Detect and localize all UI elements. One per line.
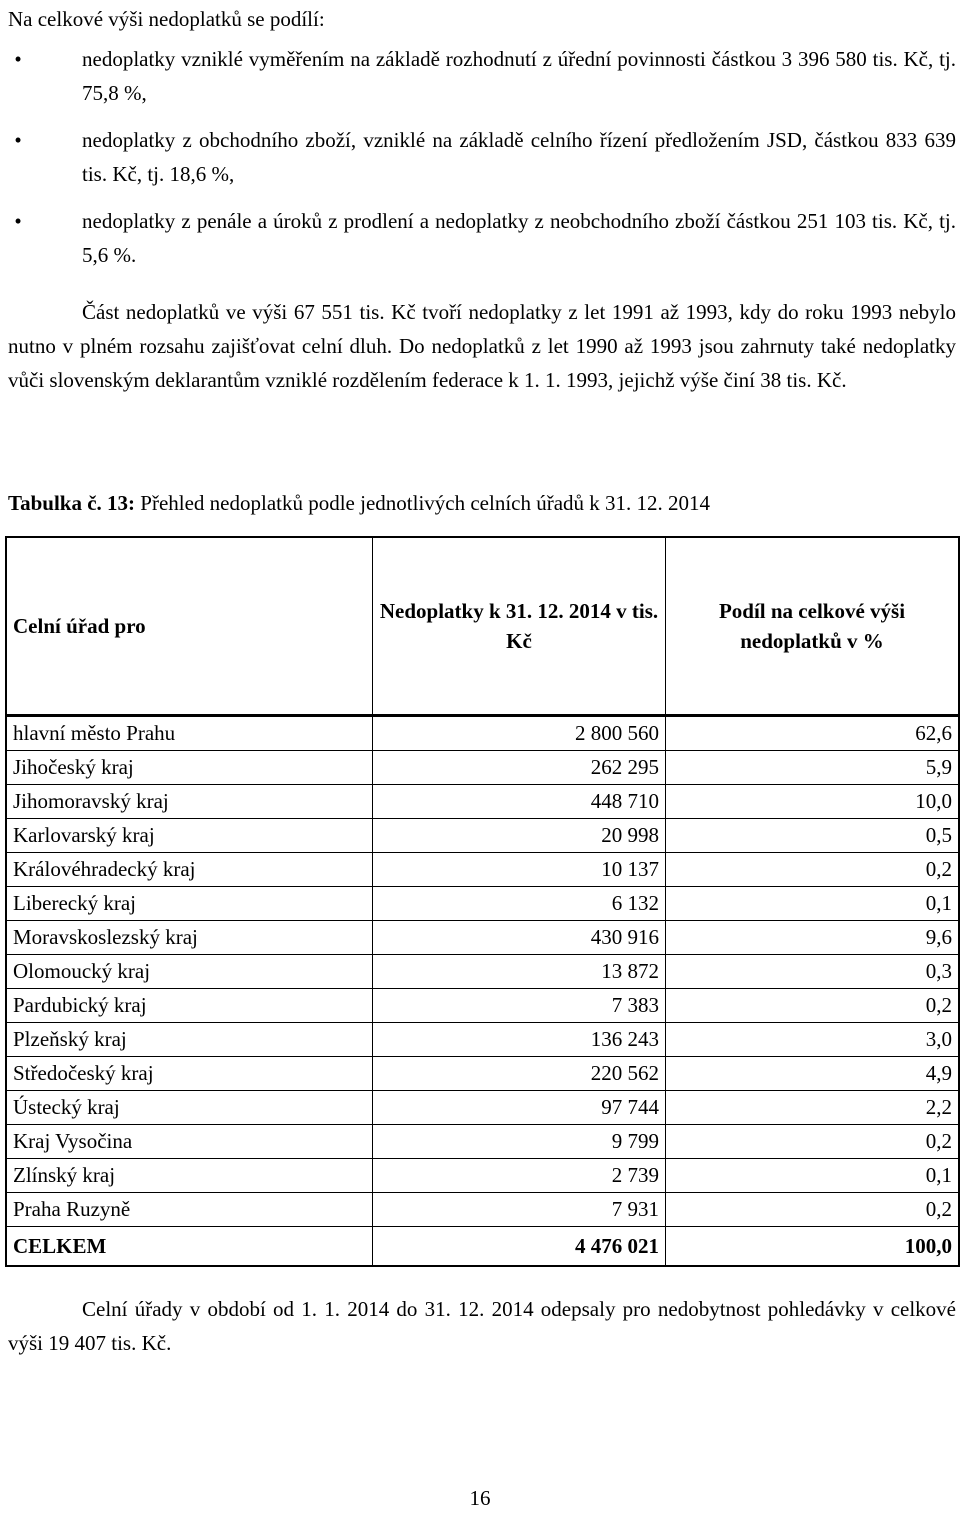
arrears-table: [5, 536, 960, 1267]
cell-arrears: 7 383: [373, 989, 666, 1023]
table-row: [6, 716, 959, 751]
table-row: [6, 887, 959, 921]
cell-office: Praha Ruzyně: [6, 1193, 373, 1227]
cell-arrears: 262 295: [373, 751, 666, 785]
cell-share: 0,5: [666, 819, 960, 853]
cell-arrears: 10 137: [373, 853, 666, 887]
cell-share: 3,0: [666, 1023, 960, 1057]
bullet-item: [8, 204, 956, 272]
cell-arrears: 7 931: [373, 1193, 666, 1227]
table-row: [6, 1023, 959, 1057]
table-row: [6, 1125, 959, 1159]
bullet-text: nedoplatky z penále a úroků z prodlení a nedoplatky z neobchodního zboží částkou 251 103 tis. Kč, tj. 5,6 %.: [82, 209, 956, 267]
table-caption-text: Přehled nedoplatků podle jednotlivých celních úřadů k 31. 12. 2014: [135, 491, 711, 515]
header-office: Celní úřad pro: [6, 537, 373, 716]
header-share: Podíl na celkové výši nedoplatků v %: [666, 537, 960, 716]
table-row: [6, 1057, 959, 1091]
cell-arrears: 2 739: [373, 1159, 666, 1193]
cell-share: 0,1: [666, 1159, 960, 1193]
cell-share: 0,2: [666, 1125, 960, 1159]
cell-arrears: 6 132: [373, 887, 666, 921]
table-row: [6, 819, 959, 853]
cell-office: Královéhradecký kraj: [6, 853, 373, 887]
table-row: [6, 955, 959, 989]
cell-arrears: 20 998: [373, 819, 666, 853]
table-row: [6, 1091, 959, 1125]
cell-share: 0,2: [666, 1193, 960, 1227]
cell-office: Olomoucký kraj: [6, 955, 373, 989]
table-row: [6, 1193, 959, 1227]
paragraph-writeoffs: Celní úřady v období od 1. 1. 2014 do 31. 12. 2014 odepsaly pro nedobytnost pohledávky v celkové výši 19 407 tis. Kč.: [8, 1297, 956, 1355]
bullet-item: [8, 42, 956, 110]
bullet-list: [8, 42, 956, 285]
cell-arrears: 448 710: [373, 785, 666, 819]
table-total-row: [6, 1227, 959, 1267]
bullet-dot-icon: •: [14, 47, 22, 71]
cell-office: Ústecký kraj: [6, 1091, 373, 1125]
cell-share: 5,9: [666, 751, 960, 785]
cell-arrears: 9 799: [373, 1125, 666, 1159]
bullet-dot-icon: •: [14, 128, 22, 152]
cell-share: 62,6: [666, 716, 960, 751]
bullet-item: [8, 123, 956, 191]
bullet-dot-icon: •: [14, 209, 22, 233]
cell-office: Zlínský kraj: [6, 1159, 373, 1193]
cell-share: 0,1: [666, 887, 960, 921]
total-arrears: 4 476 021: [373, 1227, 666, 1267]
cell-share: 0,2: [666, 853, 960, 887]
header-arrears: Nedoplatky k 31. 12. 2014 v tis. Kč: [373, 537, 666, 716]
intro-line: Na celkové výši nedoplatků se podílí:: [8, 7, 325, 31]
total-label: CELKEM: [6, 1227, 373, 1267]
cell-share: 2,2: [666, 1091, 960, 1125]
cell-share: 9,6: [666, 921, 960, 955]
cell-office: Liberecký kraj: [6, 887, 373, 921]
cell-share: 0,3: [666, 955, 960, 989]
bullet-text: nedoplatky vzniklé vyměřením na základě rozhodnutí z úřední povinnosti částkou 3 396 580 tis. Kč, tj. 75,8 %,: [82, 47, 956, 105]
cell-arrears: 220 562: [373, 1057, 666, 1091]
table-row: [6, 853, 959, 887]
cell-share: 0,2: [666, 989, 960, 1023]
total-share: 100,0: [666, 1227, 960, 1267]
cell-office: Plzeňský kraj: [6, 1023, 373, 1057]
cell-office: Středočeský kraj: [6, 1057, 373, 1091]
cell-office: Jihomoravský kraj: [6, 785, 373, 819]
cell-share: 4,9: [666, 1057, 960, 1091]
cell-arrears: 430 916: [373, 921, 666, 955]
table-caption-label: Tabulka č. 13:: [8, 491, 136, 515]
cell-office: Pardubický kraj: [6, 989, 373, 1023]
table-row: [6, 921, 959, 955]
table-row: [6, 1159, 959, 1193]
table-row: [6, 989, 959, 1023]
table-row: [6, 785, 959, 819]
cell-share: 10,0: [666, 785, 960, 819]
table-header-row: [6, 537, 959, 716]
paragraph-arrears-history: Část nedoplatků ve výši 67 551 tis. Kč tvoří nedoplatky z let 1991 až 1993, kdy do roku 1993 nebylo nutno v plném rozsahu zajišťovat celní dluh. Do nedoplatků z let 1990 až 1993 jsou zahrnuty také nedoplatky vůči slovenským deklarantům vzniklé rozdělením federace k 1. 1. 1993, jejichž výše činí 38 tis. Kč.: [8, 300, 956, 392]
cell-office: Moravskoslezský kraj: [6, 921, 373, 955]
page-number: 16: [469, 1486, 491, 1510]
cell-office: Jihočeský kraj: [6, 751, 373, 785]
cell-arrears: 136 243: [373, 1023, 666, 1057]
table-caption: [8, 486, 956, 520]
cell-arrears: 97 744: [373, 1091, 666, 1125]
cell-arrears: 13 872: [373, 955, 666, 989]
cell-office: Kraj Vysočina: [6, 1125, 373, 1159]
bullet-text: nedoplatky z obchodního zboží, vzniklé na základě celního řízení předložením JSD, částkou 833 639 tis. Kč, tj. 18,6 %,: [82, 128, 956, 186]
cell-office: hlavní město Prahu: [6, 716, 373, 751]
table-row: [6, 751, 959, 785]
cell-office: Karlovarský kraj: [6, 819, 373, 853]
cell-arrears: 2 800 560: [373, 716, 666, 751]
